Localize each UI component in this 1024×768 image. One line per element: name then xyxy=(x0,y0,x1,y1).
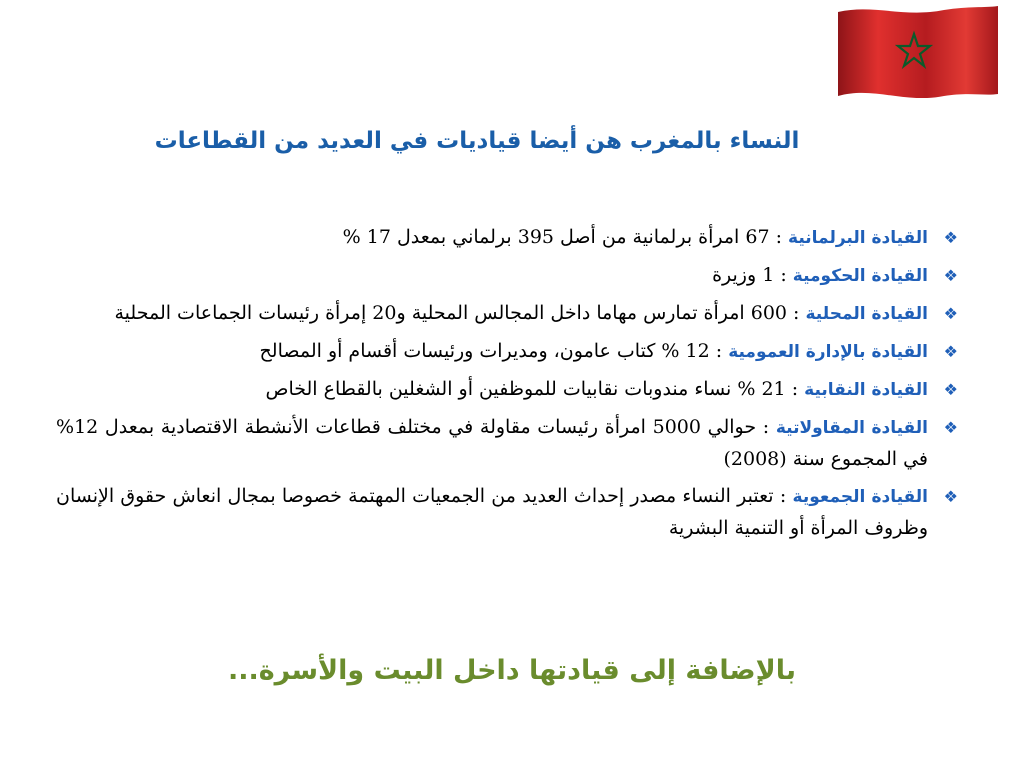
diamond-bullet-icon: ❖ xyxy=(943,342,958,361)
morocco-flag-icon xyxy=(834,4,1000,98)
item-text: : 21 % نساء مندوبات نقابيات للموظفين أو الشغلين بالقطاع الخاص xyxy=(265,378,805,400)
item-text: : تعتبر النساء مصدر إحداث العديد من الجمعيات المهتمة خصوصا بمجال انعاش حقوق الإنسان وظروف المرأة أو التنمية البشرية xyxy=(56,485,928,539)
list-item-associations xyxy=(56,481,960,544)
diamond-bullet-icon: ❖ xyxy=(943,266,958,285)
diamond-bullet-icon: ❖ xyxy=(943,228,958,247)
diamond-bullet-icon: ❖ xyxy=(943,380,958,399)
slide-title: النساء بالمغرب هن أيضا قياديات في العديد من القطاعات xyxy=(154,128,800,154)
item-label: القيادة البرلمانية xyxy=(788,228,928,248)
footer-statement: بالإضافة إلى قيادتها داخل البيت والأسرة... xyxy=(227,655,797,686)
list-item-entrepreneurship xyxy=(56,412,960,475)
item-label: القيادة الجمعوية xyxy=(792,487,928,507)
diamond-bullet-icon: ❖ xyxy=(943,487,958,506)
list-item-government xyxy=(56,260,960,292)
diamond-bullet-icon: ❖ xyxy=(943,418,958,437)
item-text: : 600 امرأة تمارس مهاما داخل المجالس المحلية و20 إمرأة رئيسات الجماعات المحلية xyxy=(114,302,806,324)
item-label: القيادة المقاولاتية xyxy=(775,418,928,438)
item-text: : 12 % كتاب عامون، ومديرات ورئيسات أقسام أو المصالح xyxy=(259,340,729,362)
leadership-list xyxy=(56,222,960,550)
item-text: : 67 امرأة برلمانية من أصل 395 برلماني بمعدل 17 % xyxy=(342,226,789,248)
item-label: القيادة المحلية xyxy=(805,304,928,324)
diamond-bullet-icon: ❖ xyxy=(943,304,958,323)
list-item-local xyxy=(56,298,960,330)
item-label: القيادة النقابية xyxy=(804,380,928,400)
list-item-public-administration xyxy=(56,336,960,368)
item-text: : 1 وزيرة xyxy=(712,264,793,286)
list-item-parliamentary xyxy=(56,222,960,254)
item-label: القيادة بالإدارة العمومية xyxy=(728,342,928,362)
item-label: القيادة الحكومية xyxy=(792,266,928,286)
list-item-unions xyxy=(56,374,960,406)
item-text: : حوالي 5000 امرأة رئيسات مقاولة في مختلف قطاعات الأنشطة الاقتصادية بمعدل 12% في المجموع سنة (2008) xyxy=(56,416,928,470)
